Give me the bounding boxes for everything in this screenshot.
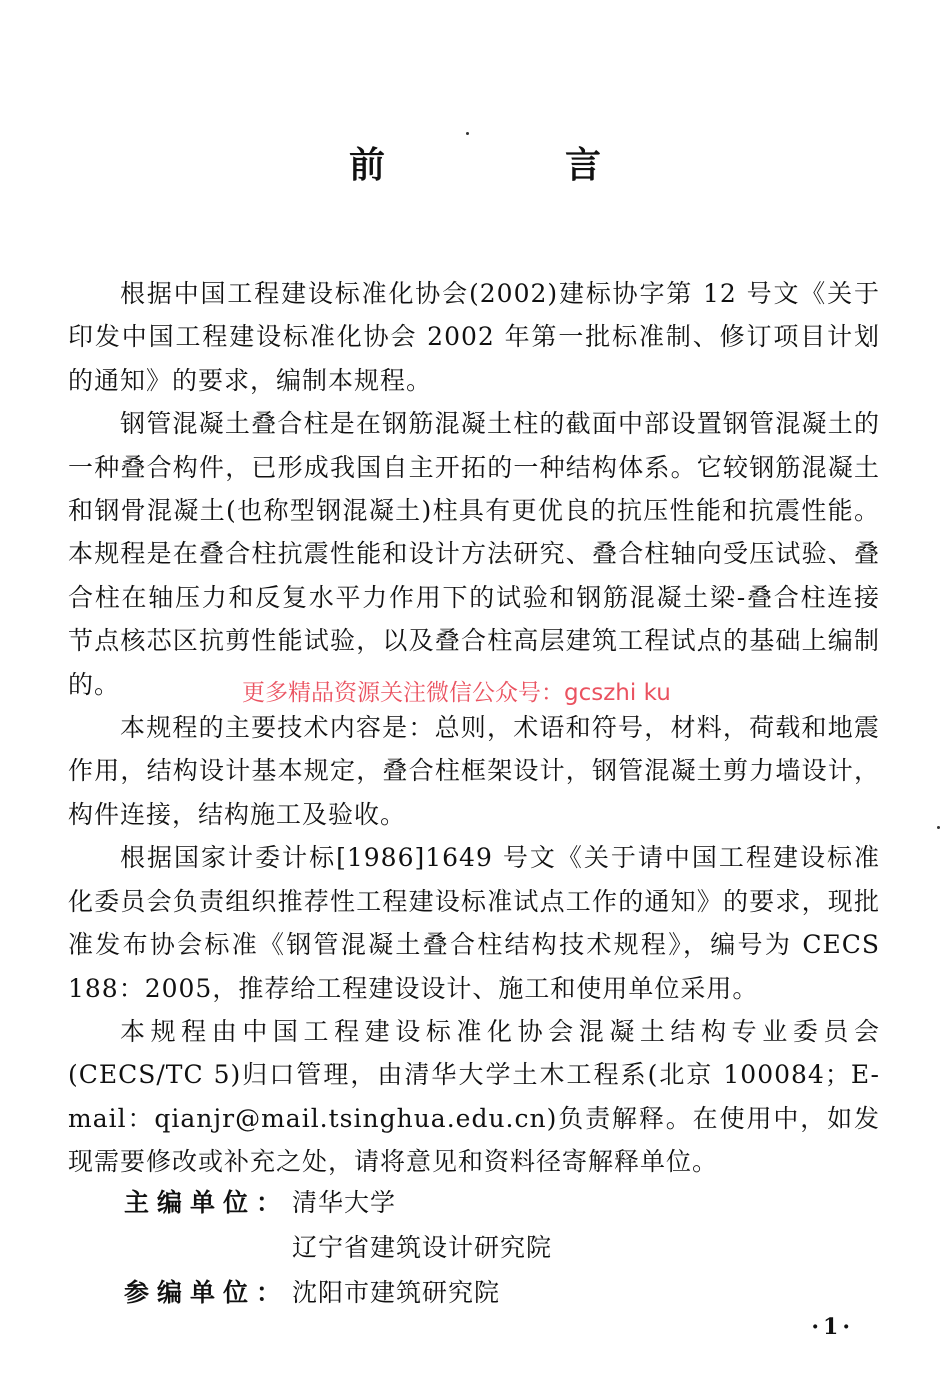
page-number: ·1·: [811, 1314, 854, 1340]
paragraph-basis: 根据中国工程建设标准化协会(2002)建标协字第 12 号文《关于印发中国工程建设标准化协会 2002 年第一批标准制、修订项目计划的通知》的要求，编制本规程。: [68, 279, 880, 395]
paragraph-management: 本规程由中国工程建设标准化协会混凝土结构专业委员会(CECS/TC 5)归口管理，由清华大学土木工程系(北京 100084；E-mail：qianjr@mail.tsinghua.edu.cn)负责解释。在使用中，如发现需要修改或补充之处，请将意见和资料径寄解释单位。: [68, 1016, 880, 1177]
participating-unit-1: 沈阳市建筑研究院: [292, 1278, 501, 1307]
chief-unit-label: 主编单位：: [124, 1188, 290, 1217]
watermark: 更多精品资源关注微信公众号：gcszhi ku: [242, 680, 671, 706]
scan-speck: [937, 826, 940, 829]
paragraph-background: 钢管混凝土叠合柱是在钢筋混凝土柱的截面中部设置钢管混凝土的一种叠合构件，已形成我国自主开拓的一种结构体系。它较钢筋混凝土和钢骨混凝土(也称型钢混凝土)柱具有更优良的抗压性能和抗震性能。本规程是在叠合柱抗震性能和设计方法研究、叠合柱轴向受压试验、叠合柱在轴压力和反复水平力作用下的试验和钢筋混凝土梁-叠合柱连接节点核芯区抗剪性能试验，以及叠合柱高层建筑工程试点的基础上编制的。: [68, 409, 880, 699]
chief-unit-2: 辽宁省建筑设计研究院: [292, 1233, 553, 1262]
editing-units: [124, 1180, 552, 1315]
preface-body: [68, 272, 880, 1184]
paragraph-contents: 本规程的主要技术内容是：总则，术语和符号，材料，荷载和地震作用，结构设计基本规定，叠合柱框架设计，钢管混凝土剪力墙设计，构件连接，结构施工及验收。: [68, 713, 880, 829]
chief-unit-1: 清华大学: [292, 1188, 397, 1217]
unit-label-spacer: [124, 1225, 292, 1270]
page-title: 前 言: [348, 145, 673, 186]
scan-speck: [466, 132, 469, 135]
chief-unit-row: [124, 1180, 552, 1225]
participating-unit-label: 参编单位：: [124, 1278, 290, 1307]
paragraph-approval: 根据国家计委计标[1986]1649 号文《关于请中国工程建设标准化委员会负责组织推荐性工程建设标准试点工作的通知》的要求，现批准发布协会标准《钢管混凝土叠合柱结构技术规程》，编号为 CECS 188：2005，推荐给工程建设设计、施工和使用单位采用。: [68, 843, 880, 1003]
participating-unit-row: [124, 1270, 552, 1315]
chief-unit-row-2: [124, 1225, 552, 1270]
